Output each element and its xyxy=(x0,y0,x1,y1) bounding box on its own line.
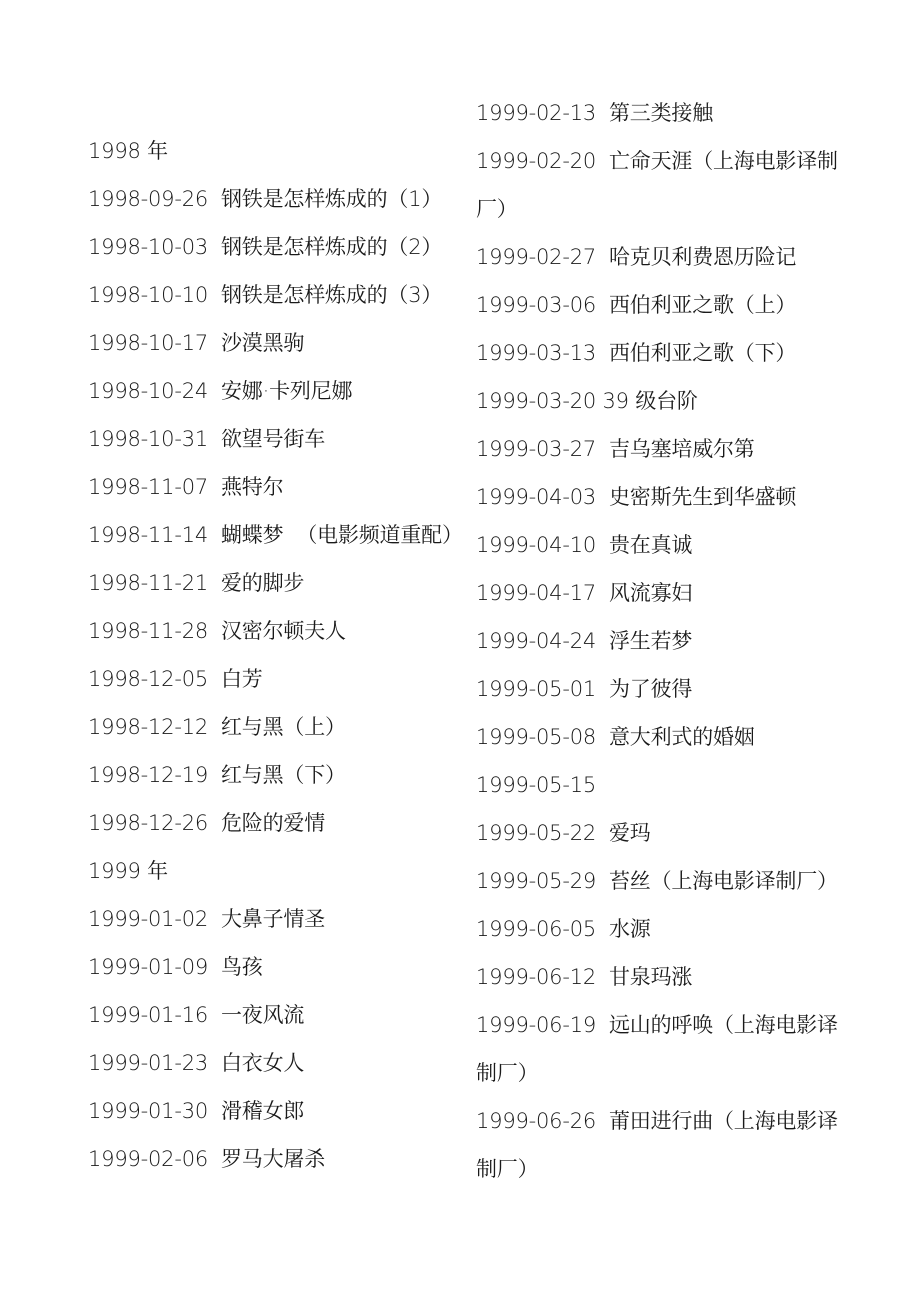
list-item: 1998-12-26 危险的爱情 xyxy=(88,811,325,835)
list-item-continuation: 制厂） xyxy=(476,1061,539,1085)
list-item: 1999-03-13 西伯利亚之歌（下） xyxy=(476,341,797,365)
year-heading-1999: 1999 年 xyxy=(88,859,168,883)
list-item: 1998-10-24 安娜·卡列尼娜 xyxy=(88,379,353,403)
list-item: 1999-03-27 吉乌塞培威尔第 xyxy=(476,437,755,461)
list-item: 1999-04-10 贵在真诚 xyxy=(476,533,693,557)
list-item: 1999-01-02 大鼻子情圣 xyxy=(88,907,325,931)
list-item: 1999-05-15 xyxy=(476,773,597,797)
list-item: 1999-01-23 白衣女人 xyxy=(88,1051,305,1075)
list-item: 1998-11-14 蝴蝶梦 （电影频道重配） xyxy=(88,523,463,547)
list-item: 1999-06-26 莆田进行曲（上海电影译 xyxy=(476,1109,838,1133)
list-item: 1998-10-17 沙漠黑驹 xyxy=(88,331,305,355)
list-item: 1999-05-29 苔丝（上海电影译制厂） xyxy=(476,869,838,893)
list-item: 1998-12-19 红与黑（下） xyxy=(88,763,346,787)
list-item: 1998-12-12 红与黑（上） xyxy=(88,715,346,739)
list-item: 1999-02-13 第三类接触 xyxy=(476,101,713,125)
list-item: 1998-12-05 白芳 xyxy=(88,667,263,691)
list-item: 1999-02-27 哈克贝利费恩历险记 xyxy=(476,245,797,269)
list-item: 1999-01-09 鸟孩 xyxy=(88,955,263,979)
list-item: 1999-04-24 浮生若梦 xyxy=(476,629,693,653)
list-item: 1999-06-19 远山的呼唤（上海电影译 xyxy=(476,1013,838,1037)
list-item: 1998-11-21 爱的脚步 xyxy=(88,571,305,595)
list-item: 1999-01-16 一夜风流 xyxy=(88,1003,305,1027)
list-item: 1998-10-03 钢铁是怎样炼成的（2） xyxy=(88,235,443,259)
list-item: 1999-05-01 为了彼得 xyxy=(476,677,693,701)
year-heading-1998: 1998 年 xyxy=(88,139,168,163)
list-item: 1999-05-08 意大利式的婚姻 xyxy=(476,725,755,749)
right-column xyxy=(476,89,848,1193)
list-item: 1998-09-26 钢铁是怎样炼成的（1） xyxy=(88,187,443,211)
left-column xyxy=(88,127,463,1183)
list-item-continuation: 厂） xyxy=(476,197,518,221)
list-item: 1999-02-20 亡命天涯（上海电影译制 xyxy=(476,149,838,173)
list-item: 1999-05-22 爱玛 xyxy=(476,821,651,845)
list-item: 1999-04-17 风流寡妇 xyxy=(476,581,693,605)
list-item: 1998-11-28 汉密尔顿夫人 xyxy=(88,619,346,643)
list-item: 1999-03-06 西伯利亚之歌（上） xyxy=(476,293,797,317)
list-item: 1999-04-03 史密斯先生到华盛顿 xyxy=(476,485,797,509)
list-item-continuation: 制厂） xyxy=(476,1157,539,1181)
list-item: 1999-06-12 甘泉玛涨 xyxy=(476,965,693,989)
list-item: 1999-06-05 水源 xyxy=(476,917,651,941)
list-item: 1998-11-07 燕特尔 xyxy=(88,475,284,499)
list-item: 1998-10-31 欲望号街车 xyxy=(88,427,325,451)
list-item: 1999-01-30 滑稽女郎 xyxy=(88,1099,305,1123)
list-item: 1999-02-06 罗马大屠杀 xyxy=(88,1147,325,1171)
list-item: 1998-10-10 钢铁是怎样炼成的（3） xyxy=(88,283,443,307)
list-item: 1999-03-20 39 级台阶 xyxy=(476,389,698,413)
